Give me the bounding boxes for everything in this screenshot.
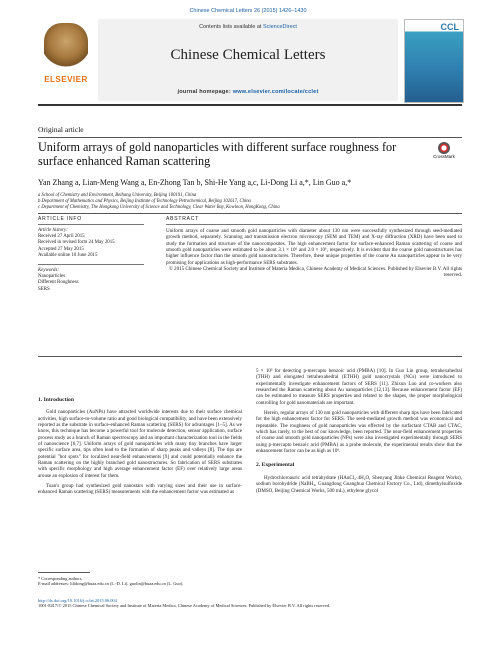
abstract-text: Uniform arrays of coarse and smooth gold nanoparticles with diameter about 130 nm were successfully synthesized through seed-mediated growth method, separately. Scanning and transmission electron microscopy (SEM and TEM) and X-ray diffraction (XRD) have been used to study the formation and structure of the nanocomposites. The high enhancement factor for surface-enhanced Raman scattering of coarse and smooth gold nanoparticles were estimated to be about 3.1 × 10⁶ and 2.0 × 10⁶, respectively. It is evident that the coarse gold nanostructures has higher influence factor than the smooth gold nanostructures. Therefore, these unique properties of the coarse Au nanoparticles appear to be very promising for applications as high-performance SERS substrates. — [166, 228, 462, 266]
abstract-heading: ABSTRACT — [166, 216, 200, 222]
elsevier-logo[interactable] — [38, 19, 94, 101]
footnote-divider — [38, 572, 90, 573]
article-info-panel — [38, 216, 144, 293]
article-info-divider — [38, 224, 144, 225]
crossmark-label: CrossMark — [433, 154, 455, 159]
history-label: Article history: — [38, 228, 68, 233]
history-item: Received 27 April 2015 — [38, 234, 85, 240]
keyword-item: Nanoparticles — [38, 274, 66, 280]
crossmark-icon — [438, 142, 450, 154]
abstract-divider — [166, 224, 462, 225]
cover-label: CCL — [440, 22, 459, 32]
corresponding-note: * Corresponding authors. — [38, 576, 83, 581]
body-paragraph: Tuan's group had synthesized gold nanostars with varying sizes and their use in surface-enhanced Raman scattering (SERS) measurements with the enhancement factor was estimated as — [38, 483, 242, 496]
contents-prefix: Contents lists available at — [199, 24, 262, 30]
abstract-copyright: © 2015 Chinese Chemical Society and Institute of Materia Medica, Chinese Academy of Medical Sciences. Published by Elsevier B.V. All rights reserved. — [168, 266, 462, 279]
footnote — [38, 576, 242, 587]
article-type: Original article — [38, 125, 84, 134]
sciencedirect-link[interactable]: ScienceDirect — [262, 24, 297, 30]
header-box — [98, 19, 398, 101]
body-paragraph: Hydrochloroauric acid tetrahydrate (HAuCl₄·4H₂O, Shenyang Jinke Chemical Reagent Works), sodium borohydride (NaBH₄, Guangdong Guanghua Chemical Factory Co., Ltd), dimethylsulfoxide (DMSO, Beijing Chemical Works, 500 mL), ethylene glycol — [256, 474, 462, 494]
affiliation-c: c Department of Chemistry, The Hongkong University of Science and Technology, Clear Water Bay, Kowloon, HongKong, China — [38, 205, 280, 210]
author-list: Yan Zhang a, Lian-Meng Wang a, En-Zhong Tan b, Shi-He Yang a,c, Li-Dong Li a,*, Lin Guo a,* — [38, 178, 352, 187]
body-paragraph: Gold nanoparticles (AuNPs) have attracted worldwide interests due to their surface chemical activities, high surface-to-volume ratio and good biological compatibility, and have been extensively reported as the substrate in surface-enhanced Raman scattering (SERS) for advantages [1–5]. As we know, this technique has become a powerful tool for molecule detection, sensor application, surface process study as a branch of Raman spectroscopy and an important characterization tool in the fields of nanoscience [6,7]. Uniform arrays of gold nanoparticles with many tiny branches have larger specific surface area, tips often lead to the formation of sharp peaks and valleys [8]. The tips are potential "hot spots" for localized near-field enhancements [9] and could potentially enhance the Raman scattering on the highly branched gold nanostructures. So fabrication of SERS substrates with specific morphology and high average enhancement factor (EF) over relatively large areas arouse an explosion of interest for them. — [38, 409, 242, 479]
abstract-bottom-divider — [38, 356, 462, 357]
homepage-line — [98, 89, 398, 95]
journal-reference[interactable]: Chinese Chemical Letters 26 (2015) 1426–1430 — [189, 8, 307, 14]
history-item: Available online 10 June 2015 — [38, 252, 98, 258]
history-item: Received in revised form 24 May 2015 — [38, 240, 115, 246]
journal-header — [38, 19, 462, 103]
keywords-label: Keywords: — [38, 268, 60, 274]
issn-line: 1001-8417/© 2015 Chinese Chemical Society and Institute of Materia Medica, Chinese Academy of Medical Sciences. Published by Elsevier B.V. All rights reserved. — [38, 603, 331, 609]
body-paragraph: Herein, regular arrays of 130 nm gold nanoparticles with different sharp tips have been fabricated for the high enhancement factor for SERS. The seed-mediated growth method was economical and repeatable. The roughness of gold nanoparticles was effected by the surfactant CTAB and CTAC, which has rarely, to the best of our knowledge, been reported. The near-field enhancement properties of coarse and smooth gold nanoparticles (NPs) were also investigated experimentally through SERS using p-mercapto benzoic acid (PMBA) as a probe molecule, the experimental results show that the enhancement factor can be as high as 10⁶. — [256, 410, 462, 455]
email-note[interactable]: E-mail addresses: lilidong@buaa.edu.cn (L.-D. Li), guolin@buaa.edu.cn (L. Guo). — [38, 581, 184, 587]
history-item: Accepted 27 May 2015 — [38, 246, 84, 252]
article-info-heading: ARTICLE INFO — [38, 216, 82, 222]
elsevier-tree-icon — [44, 23, 88, 69]
keyword-item: SERS — [38, 286, 50, 292]
abstract-panel — [166, 216, 462, 279]
intro-heading: 1. Introduction — [38, 397, 74, 403]
experimental-heading: 2. Experimental — [256, 462, 295, 469]
keywords-divider — [38, 264, 144, 265]
keyword-item: Different Roughness — [38, 280, 79, 286]
journal-cover-image[interactable] — [404, 19, 464, 103]
affiliation-b: b Department of Mathematics and Physics, Beijing Institute of Technology Petrochemical, Beijing 102617, China — [38, 199, 251, 204]
publisher-name: ELSEVIER — [44, 75, 88, 84]
doi-block — [38, 598, 462, 609]
homepage-prefix: journal homepage: — [177, 89, 231, 95]
homepage-link[interactable]: www.elsevier.com/locate/cclet — [232, 89, 319, 95]
right-column — [256, 368, 462, 498]
body-paragraph: 5 × 10³ for detecting p-mercapto benzoic acid (PMBA) [10]. In Guo Lin group, tetrahexahedral (THH) and elongated tetrahexahedral (ETHH) gold nanocrystals (NCs) were introduced to experimentally investigate enhancement factors of SERS [11]. Zhixun Luo and co-workers also researched the Raman scattering about Au nanoparticles [12,13]. Because enhancement factor (EF) can be estimated to measure SERS properties and related to the shapes, the proper morphological controlling for gold nanomaterials are important. — [256, 368, 462, 406]
doi-link[interactable]: http://dx.doi.org/10.1016/j.cclet.2015.06.004 — [38, 598, 117, 603]
crossmark-badge[interactable] — [424, 142, 464, 159]
header-divider — [38, 104, 462, 106]
journal-title: Chinese Chemical Letters — [170, 47, 326, 63]
left-column — [38, 397, 242, 500]
article-title: Uniform arrays of gold nanoparticles with different surface roughness for surface enhanced Raman scattering — [38, 140, 397, 168]
affiliation-a: a School of Chemistry and Environment, Beihang University, Beijing 100191, China — [38, 193, 197, 198]
affiliations-divider — [38, 213, 462, 214]
article-type-divider — [38, 137, 462, 138]
contents-line — [98, 24, 398, 30]
